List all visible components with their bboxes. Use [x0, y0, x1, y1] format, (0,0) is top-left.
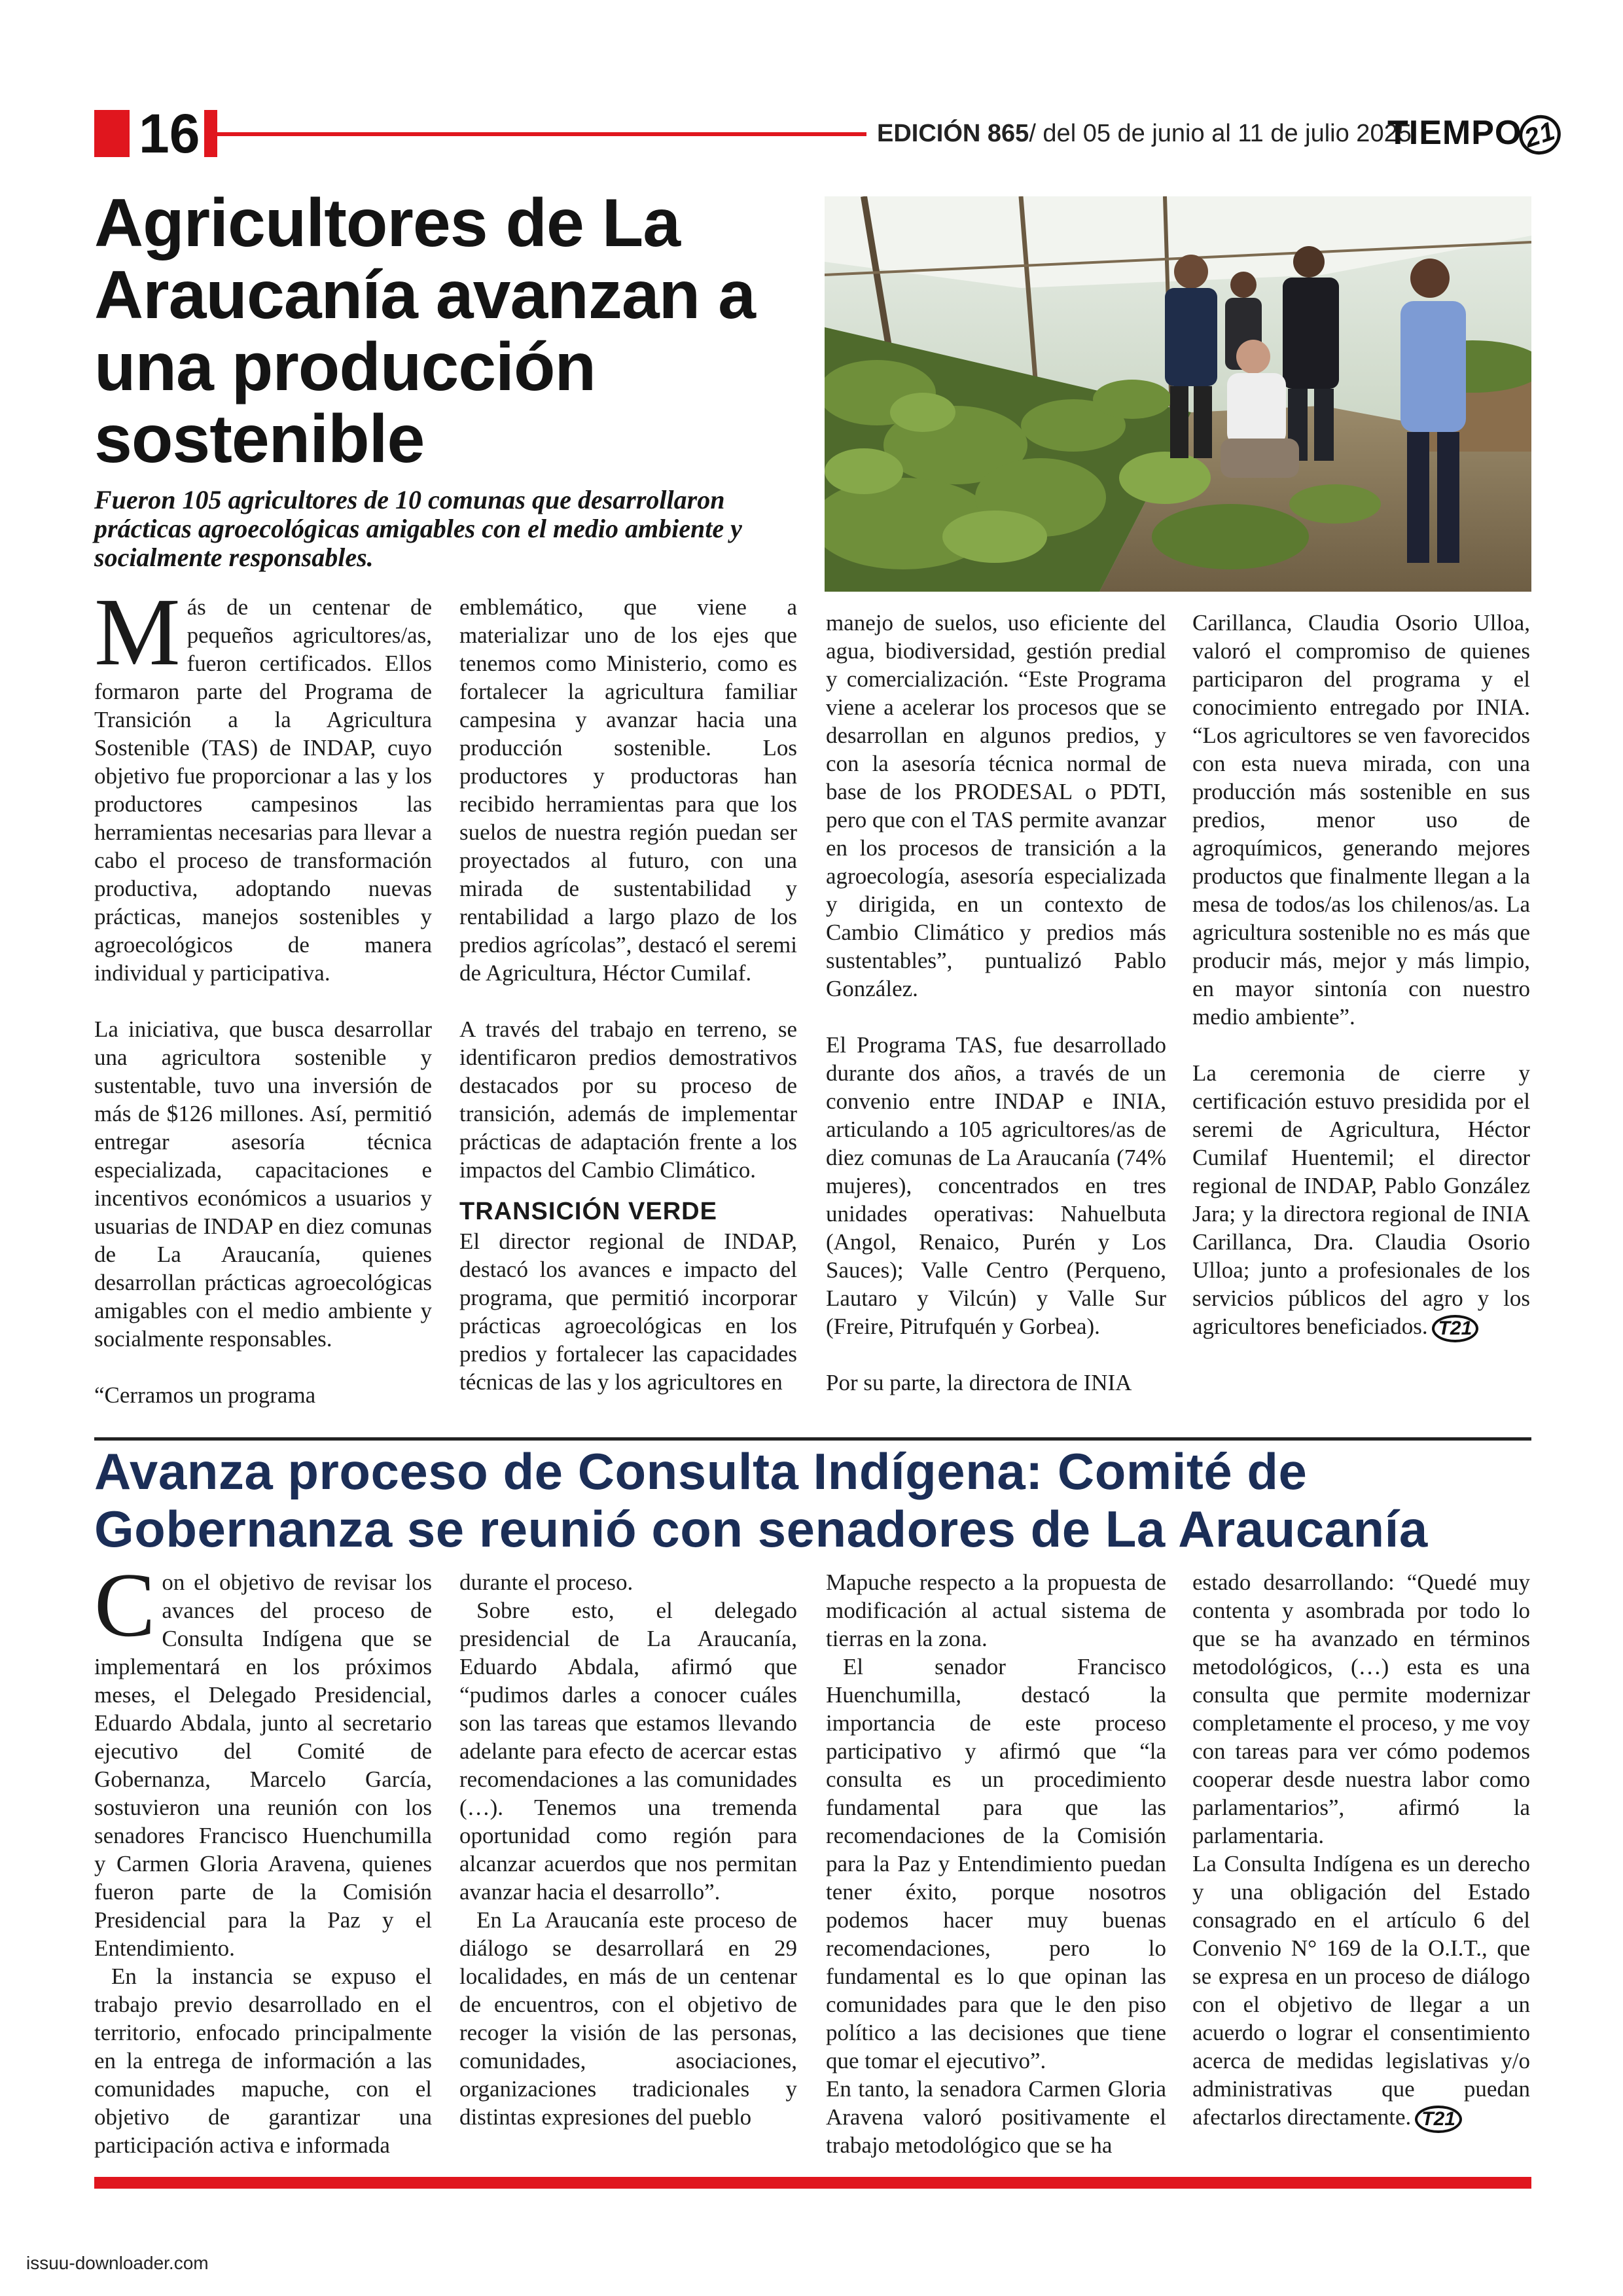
article1-lead: Fueron 105 agricultores de 10 comunas que desarrollaron prácticas agroecológicas amigables con el medio ambiente y socialmente responsables. [94, 485, 742, 572]
article2-col4-para1: estado desarrollando: “Quedé muy contenta y asombrada por todo lo que se ha avanzado en términos metodológicos, (…) esta es una consulta que permite modernizar completamente el proceso, y me voy con tareas para ver cómo podemos cooperar desde nuestra labor como parlamentarios”, afirmó la parlamentaria. [1192, 1570, 1530, 1848]
article1-col1-para1-text: ás de un centenar de pequeños agricultores/as, fueron certificados. Ellos formaron parte del Programa de Transición a la Agricultura Sostenible (TAS) de INDAP, cuyo objetivo fue proporcionar a las y los productores campesinos las herramientas necesarias para llevar a cabo el proceso de transformación productiva, adoptando nuevas prácticas, manejos sostenibles y agroecológicos de manera individual y participativa. [94, 594, 432, 986]
article2-col1-para2: En la instancia se expuso el trabajo previo desarrollado en el territorio, enfocado principalmente en la entrega de información a las comunidades mapuche, con el objetivo de garantizar una participación activa e informada [94, 1964, 432, 2158]
article1-col3-para3: Por su parte, la directora de INIA [826, 1370, 1132, 1395]
article2-col1-para1 [94, 1554, 432, 1962]
header-red-block-2 [204, 110, 217, 157]
article1-title: Agricultores de La Araucanía avanzan a una producción sostenible [94, 185, 755, 477]
article2-col1-para1-text: on el objetivo de revisar los avances del proceso de Consulta Indígena que se implementará en los próximos meses, el Delegado Presidencial, Eduardo Abdala, junto al secretario ejecutivo del Comité de Gobernanza, Marcelo García, sostuvieron una reunión con los senadores Francisco Huenchumilla y Carmen Gloria Aravena, quienes fueron parte de la Comisión Presidencial para la Paz y el Entendimiento. [94, 1570, 432, 1961]
article2-col2-para1: durante el proceso. [459, 1570, 633, 1595]
header-rule [217, 132, 866, 136]
article1-col3-para2: El Programa TAS, fue desarrollado durante dos años, a través de un convenio entre INDAP e INIA, articulando a 105 agricultores/as de diez comunas de La Araucanía (74% mujeres), concentrados en tres unidades operativas: Nahuelbuta (Angol, Renaico, Purén y Los Sauces); Valle Centro (Perqueno, Lautaro y Vilcún) y Valle Sur (Freire, Pitrufquén y Gorbea). [826, 1032, 1166, 1339]
edition-info [877, 117, 1412, 151]
article1-end-mark: T21 [1432, 1315, 1479, 1342]
article1-column-2 [459, 593, 797, 1396]
article2-col4-para2-text: La Consulta Indígena es un derecho y una obligación del Estado consagrado en el artículo 6 del Convenio N° 169 de la O.I.T., que se expresa en un proceso de diálogo con el objetivo de llegar a un acuerdo o lograr el consentimiento acerca de medidas legislativas y/o administrativas que puedan afectarlos directamente. [1192, 1851, 1530, 2130]
page-number: 16 [139, 103, 200, 164]
article1-subhead: TRANSICIÓN VERDE [459, 1198, 717, 1225]
article2-column-4 [1192, 1568, 1530, 2133]
article2-col3-para1: Mapuche respecto a la propuesta de modificación al actual sistema de tierras en la zona. [826, 1570, 1166, 1651]
article2-end-mark: T21 [1415, 2106, 1462, 2133]
logo-text: TIEMPO [1387, 114, 1522, 152]
article1-col1-para3: “Cerramos un programa [94, 1382, 316, 1408]
article2-col2-para2: Sobre esto, el delegado presidencial de La Araucanía, Eduardo Abdala, afirmó que “pudimos darles a conocer cuáles son las tareas que estamos llevando adelante para efecto de acercar estas recomendaciones a las comunidades (…). Tenemos una tremenda oportunidad como región para alcanzar acuerdos que nos permitan avanzar hacia el desarrollo”. [459, 1598, 797, 1905]
article-separator [94, 1437, 1531, 1441]
bottom-red-bar [94, 2177, 1531, 2189]
article1-col4-para2 [1192, 1059, 1530, 1342]
article1-col4-para1: Carillanca, Claudia Osorio Ulloa, valoró el compromiso de quienes participaron del programa y el conocimiento entregado por INIA. “Los agricultores se ven favorecidos con esta nueva mirada, con una producción más sostenible en sus predios, menor uso de agroquímicos, generando mejores productos que finalmente llegan a la mesa de todos/as los chilenos/as. La agricultura sostenible no es más que producir más, mejor y más limpio, en mayor sintonía con nuestro medio ambiente”. [1192, 610, 1530, 1030]
article1-col2-para2: A través del trabajo en terreno, se identificaron predios demostrativos destacados por su proceso de transición, además de implementar prácticas de adaptación frente a los impactos del Cambio Climático. [459, 1016, 797, 1183]
article2-col2-para3: En La Araucanía este proceso de diálogo se desarrollará en 29 localidades, en más de un centenar de encuentros, con el objetivo de recoger la visión de las personas, comunidades, asociaciones, organizaciones tradicionales y distintas expresiones del pueblo [459, 1907, 797, 2130]
article2-dropcap: C [94, 1554, 156, 1656]
article2-col3-para2: El senador Francisco Huenchumilla, destacó la importancia de este proceso participativo y afirmó que “la consulta es un procedimiento fundamental para que las recomendaciones de la Comisión para la Paz y Entendimiento puedan tener éxito, porque nosotros podemos hacer muy buenas recomendaciones, pero lo fundamental es lo que opinan las comunidades para que le den piso político a las decisiones que tiene que tomar el ejecutivo”. [826, 1654, 1166, 2073]
newspaper-logo[interactable] [1387, 111, 1561, 154]
article2-col3-para3: En tanto, la senadora Carmen Gloria Aravena valoró positivamente el trabajo metodológico que se ha [826, 2076, 1166, 2158]
article1-col2-para3: El director regional de INDAP, destacó los avances e impacto del programa, que permitió incorporar prácticas agroecológicas en los predios y fortalecer las capacidades técnicas de las y los agricultores en [459, 1229, 797, 1395]
edition-date-range: / del 05 de junio al 11 de julio 2025 [1029, 120, 1412, 147]
logo-badge: 21 [1514, 110, 1566, 160]
header-red-block [94, 110, 130, 157]
greenhouse-photo [825, 196, 1531, 592]
article1-column-3 [826, 609, 1166, 1397]
article2-column-3 [826, 1568, 1166, 2159]
article1-col1-para2: La iniciativa, que busca desarrollar una agricultora sostenible y sustentable, tuvo una inversión de más de $126 millones. Así, permitió entregar asesoría técnica especializada, capacitaciones e incentivos económicos a usuarios y usuarias de INDAP en diez comunas de La Araucanía, quienes desarrollan prácticas agroecológicas amigables con el medio ambiente y socialmente responsables. [94, 1016, 432, 1352]
article2-column-2 [459, 1568, 797, 2131]
article2-col4-para2 [1192, 1850, 1530, 2133]
article2-column-1 [94, 1554, 432, 2159]
article1-col3-para1: manejo de suelos, uso eficiente del agua, biodiversidad, gestión predial y comercialización. “Este Programa viene a acelerar los procesos que se desarrollan en algunos predios, y con la asesoría técnica normal de base de los PRODESAL o PDTI, pero que con el TAS permite avanzar en los procesos de transición a la agroecología, asesoría especializada y dirigida, en un contexto de Cambio Climático y predios más sustentables”, puntualizó Pablo González. [826, 610, 1166, 1001]
source-credit[interactable]: issuu-downloader.com [26, 2253, 209, 2273]
article1-col4-para2-text: La ceremonia de cierre y certificación estuvo presidida por el seremi de Agricultura, Héctor Cumilaf Huentemil; el director regional de INDAP, Pablo González Jara; y la directora regional de INIA Carillanca, Dra. Claudia Osorio Ulloa; junto a profesionales de los servicios públicos del agro y los agricultores beneficiados. [1192, 1060, 1530, 1339]
article1-col2-para1: emblemático, que viene a materializar uno de los ejes que tenemos como Ministerio, como es fortalecer la agricultura familiar campesina y avanzar hacia una producción sostenible. Los productores y productoras han recibido herramientas para que los suelos de nuestra región puedan ser proyectados al futuro, con una mirada de sustentabilidad y rentabilidad a largo plazo de los predios agrícolas”, destacó el seremi de Agricultura, Héctor Cumilaf. [459, 594, 797, 986]
article1-dropcap: M [94, 579, 181, 686]
article1-col1-para1 [94, 579, 432, 987]
article2-title: Avanza proceso de Consulta Indígena: Comité de Gobernanza se reunió con senadores de La Araucanía [94, 1443, 1428, 1558]
edition-label: EDICIÓN 865 [877, 120, 1029, 147]
article1-column-4 [1192, 609, 1530, 1342]
article1-column-1 [94, 579, 432, 1409]
